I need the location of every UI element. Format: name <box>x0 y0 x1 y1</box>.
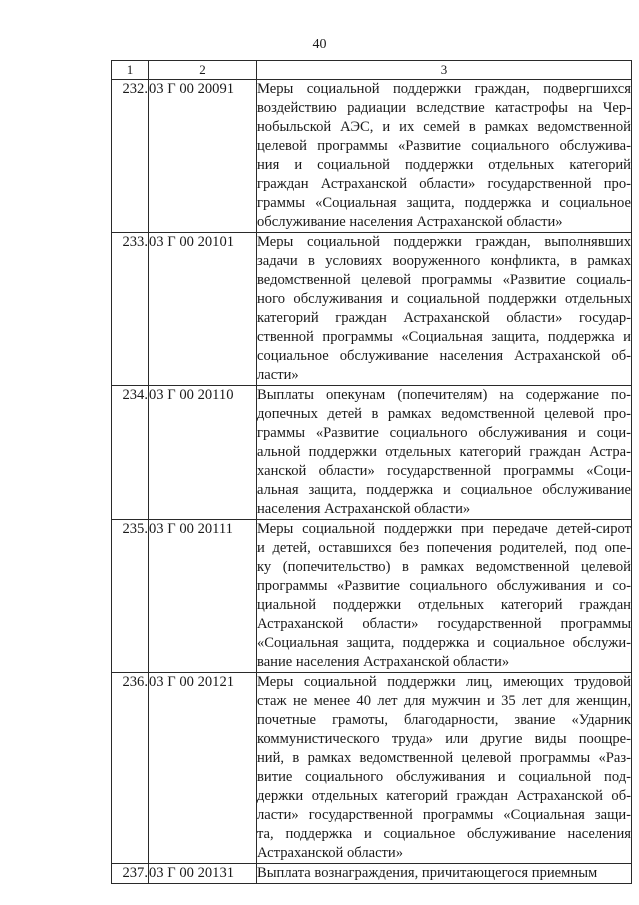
description-line: ведомственной целевой программы «Развитие социаль- <box>257 272 631 288</box>
description-line: циальной поддержки отдельных категорий граждан <box>257 597 631 613</box>
description-line: ного обслуживания и социальной поддержки отдельных <box>257 291 631 307</box>
description-line: задачи в условиях вооруженного конфликта, в рамках <box>257 253 631 269</box>
description-line: Выплата вознаграждения, причитающегося приемным <box>257 865 598 881</box>
table-row <box>112 233 632 386</box>
description-line: и детей, оставшихся без попечения родителей, под опе- <box>257 540 631 556</box>
budget-table <box>111 60 632 884</box>
description-line: ку (попечительство) в рамках ведомственной целевой <box>257 559 631 575</box>
description-line: Астраханской области» <box>257 845 404 861</box>
description-line: граммы «Социальная защита, поддержка и социальное <box>257 195 631 211</box>
row-description <box>257 673 632 864</box>
description-line: нобыльской АЭС, и их семей в рамках ведомственной <box>257 119 631 135</box>
description-line: ханской области» государственной программы «Соци- <box>257 463 631 479</box>
table-row <box>112 386 632 520</box>
description-line: программы «Развитие социального обслуживания и со- <box>257 578 631 594</box>
description-line: держки отдельных категорий граждан Астраханской об- <box>257 788 631 804</box>
budget-code: 03 Г 00 20110 <box>149 386 257 520</box>
description-line: Меры социальной поддержки граждан, выполнявших <box>257 234 631 250</box>
description-line: стаж не менее 40 лет для мужчин и 35 лет для женщин, <box>257 693 631 709</box>
description-line: ний, в рамках ведомственной целевой программы «Раз- <box>257 750 631 766</box>
row-description <box>257 233 632 386</box>
header-col-3: 3 <box>257 61 632 80</box>
table-header-row <box>112 61 632 80</box>
row-description <box>257 386 632 520</box>
description-line: обслуживание населения Астраханской области» <box>257 214 563 230</box>
row-description <box>257 864 632 884</box>
budget-code: 03 Г 00 20111 <box>149 520 257 673</box>
row-number: 235. <box>112 520 149 673</box>
description-line: витие социального обслуживания и социальной под- <box>257 769 631 785</box>
description-line: ласти» <box>257 367 299 383</box>
description-line: «Социальная защита, поддержка и социальное обслужи- <box>257 635 631 651</box>
budget-code: 03 Г 00 20131 <box>149 864 257 884</box>
row-number: 233. <box>112 233 149 386</box>
table-row <box>112 520 632 673</box>
description-line: Астраханской области» государственной программы <box>257 616 631 632</box>
description-line: воздействию радиации вследствие катастрофы на Чер- <box>257 100 631 116</box>
description-line: населения Астраханской области» <box>257 501 471 517</box>
row-number: 232. <box>112 80 149 233</box>
row-description <box>257 80 632 233</box>
description-line: альная защита, поддержка и социальное обслуживание <box>257 482 631 498</box>
table-row <box>112 673 632 864</box>
budget-code: 03 Г 00 20121 <box>149 673 257 864</box>
description-line: коммунистического труда» или другие виды поощре- <box>257 731 631 747</box>
table-row <box>112 80 632 233</box>
header-col-2: 2 <box>149 61 257 80</box>
table-row <box>112 864 632 884</box>
description-line: почетные грамоты, благодарности, звание «Ударник <box>257 712 631 728</box>
description-line: ственной программы «Социальная защита, поддержка и <box>257 329 631 345</box>
row-description <box>257 520 632 673</box>
row-number: 234. <box>112 386 149 520</box>
row-number: 237. <box>112 864 149 884</box>
description-line: Меры социальной поддержки лиц, имеющих трудовой <box>257 674 631 690</box>
description-line: альной поддержки отдельных категорий граждан Астра- <box>257 444 631 460</box>
description-line: граммы «Развитие социального обслуживания и соци- <box>257 425 631 441</box>
description-line: допечных детей в рамках ведомственной целевой про- <box>257 406 631 422</box>
header-col-1: 1 <box>112 61 149 80</box>
description-line: граждан Астраханской области» государственной про- <box>257 176 631 192</box>
description-line: ласти» государственной программы «Социальная защи- <box>257 807 631 823</box>
budget-code: 03 Г 00 20091 <box>149 80 257 233</box>
row-number: 236. <box>112 673 149 864</box>
description-line: ния и социальной поддержки отдельных категорий <box>257 157 631 173</box>
description-line: вание населения Астраханской области» <box>257 654 510 670</box>
description-line: целевой программы «Развитие социального обслужива- <box>257 138 631 154</box>
description-line: категорий граждан Астраханской области» государ- <box>257 310 631 326</box>
description-line: социальное обслуживание населения Астраханской об- <box>257 348 631 364</box>
budget-code: 03 Г 00 20101 <box>149 233 257 386</box>
description-line: Меры социальной поддержки при передаче детей-сирот <box>257 521 631 537</box>
page-number: 40 <box>312 37 327 52</box>
description-line: та, поддержка и социальное обслуживание населения <box>257 826 631 842</box>
description-line: Меры социальной поддержки граждан, подвергшихся <box>257 81 631 97</box>
description-line: Выплаты опекунам (попечителям) на содержание по- <box>257 387 631 403</box>
